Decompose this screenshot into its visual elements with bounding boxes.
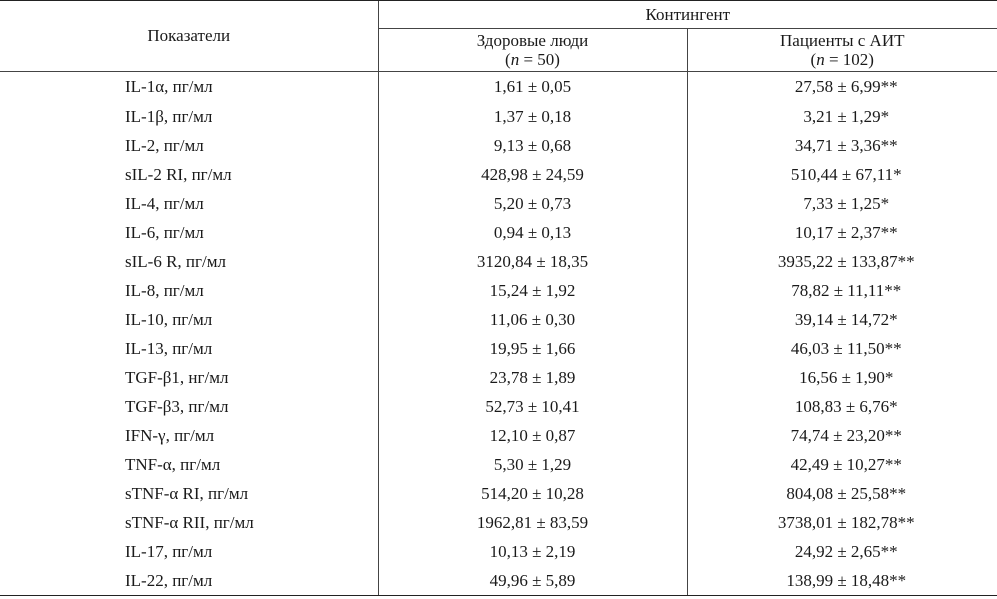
healthy-value-cell: 1962,81 ± 83,59 [378,508,687,537]
ait-header-n: (n = 102) [810,50,874,69]
healthy-header-label: Здоровые люди [476,31,589,50]
table-header [0,1,997,72]
healthy-value-cell: 49,96 ± 5,89 [378,566,687,596]
healthy-value-cell: 52,73 ± 10,41 [378,392,687,421]
indicators-header: Показатели [0,1,378,72]
indicator-cell: IL-13, пг/мл [125,338,213,358]
table-row [0,508,997,537]
table-row [0,537,997,566]
ait-header-label: Пациенты с АИТ [780,31,905,50]
table-row [0,276,997,305]
table-row [0,189,997,218]
table-row [0,421,997,450]
table-row [0,392,997,421]
indicator-cell: TGF-β1, нг/мл [125,367,229,387]
table-row [0,450,997,479]
indicator-cell: sTNF-α RII, пг/мл [125,512,254,532]
healthy-value-cell: 23,78 ± 1,89 [378,363,687,392]
ait-value-cell: 46,03 ± 11,50** [687,334,997,363]
header-row-1 [0,1,997,29]
ait-value-cell: 24,92 ± 2,65** [687,537,997,566]
healthy-value-cell: 428,98 ± 24,59 [378,160,687,189]
table-body [0,72,997,596]
contingent-header: Контингент [378,1,997,29]
indicator-cell: IL-4, пг/мл [125,193,204,213]
table-row [0,131,997,160]
ait-value-cell: 804,08 ± 25,58** [687,479,997,508]
table-row [0,247,997,276]
indicator-cell: sTNF-α RI, пг/мл [125,483,249,503]
ait-value-cell: 7,33 ± 1,25* [687,189,997,218]
healthy-value-cell: 3120,84 ± 18,35 [378,247,687,276]
indicator-cell: IL-1β, пг/мл [125,106,213,126]
healthy-value-cell: 0,94 ± 0,13 [378,218,687,247]
ait-value-cell: 3738,01 ± 182,78** [687,508,997,537]
ait-value-cell: 27,58 ± 6,99** [687,72,997,103]
ait-value-cell: 10,17 ± 2,37** [687,218,997,247]
ait-value-cell: 138,99 ± 18,48** [687,566,997,596]
healthy-value-cell: 5,20 ± 0,73 [378,189,687,218]
healthy-value-cell: 11,06 ± 0,30 [378,305,687,334]
indicator-cell: IL-22, пг/мл [0,566,378,596]
healthy-value-cell: 514,20 ± 10,28 [378,479,687,508]
indicator-cell: IL-8, пг/мл [125,280,204,300]
table-row [0,363,997,392]
ait-value-cell: 42,49 ± 10,27** [687,450,997,479]
ait-header [687,29,997,72]
indicator-cell: IL-17, пг/мл [125,541,213,561]
healthy-header [378,29,687,72]
healthy-value-cell: 1,61 ± 0,05 [378,72,687,103]
indicator-cell: IFN-γ, пг/мл [125,425,215,445]
healthy-value-cell: 10,13 ± 2,19 [378,537,687,566]
indicator-cell: TGF-β3, пг/мл [125,396,229,416]
healthy-value-cell: 15,24 ± 1,92 [378,276,687,305]
table-row [0,566,997,596]
table-row [0,72,997,103]
ait-value-cell: 510,44 ± 67,11* [687,160,997,189]
indicator-cell: TNF-α, пг/мл [125,454,221,474]
ait-value-cell: 16,56 ± 1,90* [687,363,997,392]
table-row [0,305,997,334]
healthy-header-n: (n = 50) [505,50,560,69]
indicator-cell: sIL-6 R, пг/мл [125,251,226,271]
ait-value-cell: 3,21 ± 1,29* [687,102,997,131]
indicator-cell: IL-10, пг/мл [125,309,213,329]
healthy-value-cell: 1,37 ± 0,18 [378,102,687,131]
ait-value-cell: 74,74 ± 23,20** [687,421,997,450]
indicator-cell: IL-6, пг/мл [125,222,204,242]
healthy-value-cell: 9,13 ± 0,68 [378,131,687,160]
healthy-value-cell: 5,30 ± 1,29 [378,450,687,479]
table-row [0,218,997,247]
indicator-cell: sIL-2 RI, пг/мл [125,164,232,184]
table-row [0,102,997,131]
ait-value-cell: 39,14 ± 14,72* [687,305,997,334]
ait-value-cell: 3935,22 ± 133,87** [687,247,997,276]
ait-value-cell: 78,82 ± 11,11** [687,276,997,305]
indicator-cell: IL-2, пг/мл [125,135,204,155]
table-row [0,160,997,189]
ait-value-cell: 108,83 ± 6,76* [687,392,997,421]
table-row [0,479,997,508]
healthy-value-cell: 12,10 ± 0,87 [378,421,687,450]
indicator-cell: IL-1α, пг/мл [125,77,213,96]
ait-value-cell: 34,71 ± 3,36** [687,131,997,160]
table-row [0,334,997,363]
healthy-value-cell: 19,95 ± 1,66 [378,334,687,363]
